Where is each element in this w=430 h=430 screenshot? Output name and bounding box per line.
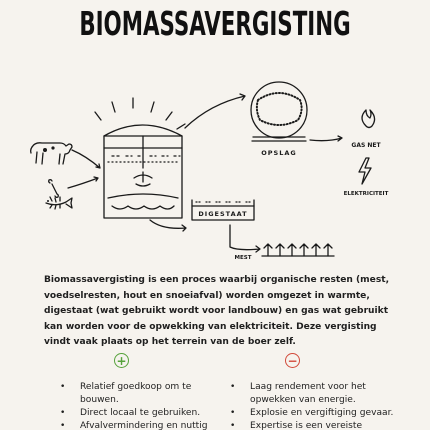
pros-item: • Afvalvermindering en nuttig xyxy=(52,420,212,430)
flame-icon xyxy=(362,110,375,128)
pros-item: • Direct locaal te gebruiken. xyxy=(52,407,212,420)
grass-icon xyxy=(262,244,334,256)
manure-label: MEST xyxy=(234,255,252,261)
lightning-icon xyxy=(359,158,371,184)
cons-item: • Expertise is een vereiste xyxy=(222,420,394,430)
description-paragraph: Biomassavergisting is een proces waarbij organische resten (mest, voedselresten, hout en snoeiafval) worden omgezet in warmte, digestaat (wat gebruikt wordt voor landbouw) en gas wat gebruikt kan worden voor de opwekking van elektriciteit. Deze vergisting vindt vaak plaats op het terrein van de boer zelf. xyxy=(44,275,390,348)
cons-item: • Explosie en vergiftiging gevaar. xyxy=(222,407,394,420)
digester-tank xyxy=(104,125,182,218)
minus-icon: − xyxy=(285,353,300,368)
cow-icon xyxy=(31,143,72,164)
gas-net-label: GAS NET xyxy=(351,142,381,149)
pros-list xyxy=(52,381,212,430)
storage-label: OPSLAG xyxy=(261,149,297,157)
page-title: BIOMASSAVERGISTING xyxy=(79,4,351,43)
cons-list xyxy=(222,381,394,430)
process-diagram xyxy=(0,70,430,270)
storage-dome xyxy=(251,82,307,141)
electricity-label: ELEKTRICITEIT xyxy=(343,191,389,197)
digestate-label: DIGESTAAT xyxy=(198,210,248,218)
cons-item: • Laag rendement voor het opwekken van energie. xyxy=(222,381,394,407)
plus-icon: + xyxy=(114,353,129,368)
bone-icon xyxy=(49,180,59,198)
pros-item: • Relatief goedkoop om te bouwen. xyxy=(52,381,212,407)
fishbone-icon xyxy=(46,197,72,209)
